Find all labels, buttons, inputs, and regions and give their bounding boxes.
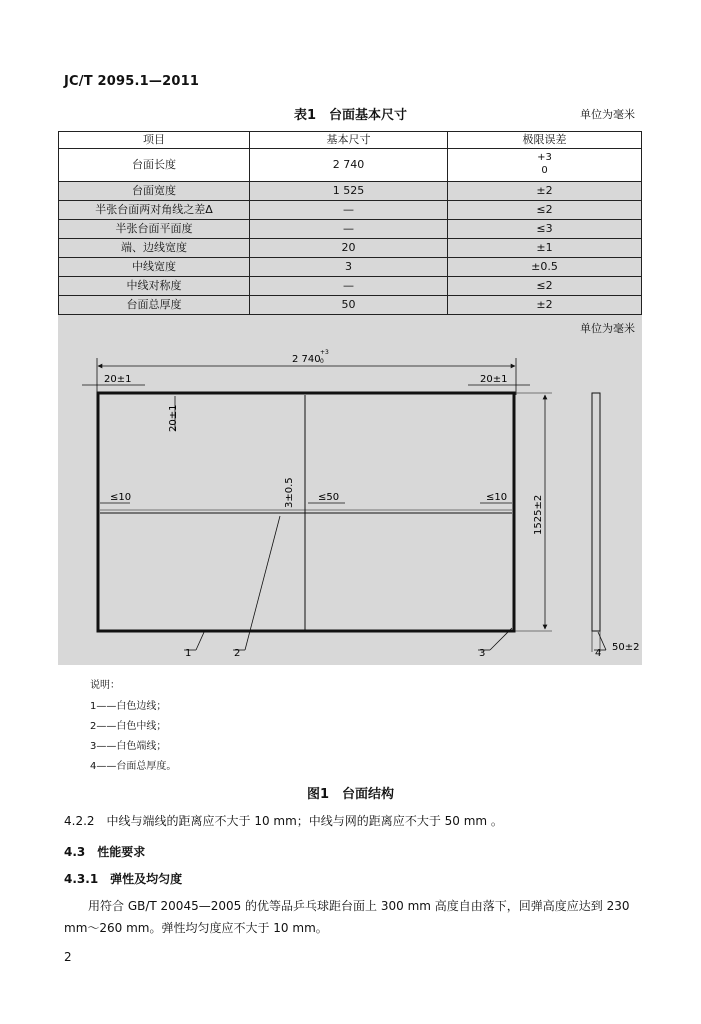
end-line-dimension	[168, 396, 179, 432]
col-header-tolerance: 极限误差	[448, 132, 642, 149]
legend-item: 4——台面总厚度。	[90, 761, 177, 772]
standard-code: JC/T 2095.1—2011	[64, 74, 200, 89]
width-dimension	[514, 393, 552, 631]
cell-item: 半张台面两对角线之差Δ	[59, 201, 250, 220]
callout-4: 4	[595, 648, 602, 659]
cell-tolerance: ±0.5	[448, 258, 642, 277]
cell-tolerance: ≤3	[448, 220, 642, 239]
cell-tolerance: ≤2	[448, 201, 642, 220]
cell-item: 半张台面平面度	[59, 220, 250, 239]
col-header-item: 项目	[59, 132, 250, 149]
dim-end-vertical: 20±1	[168, 404, 179, 432]
clause-4-3-1-heading: 4.3.1 弹性及均匀度	[64, 872, 183, 886]
callout-leaders	[184, 516, 606, 659]
clause-4-2-2: 4.2.2 中线与端线的距离应不大于 10 mm；中线与网的距离应不大于 50 mm 。	[64, 814, 503, 828]
cell-tolerance: ±1	[448, 239, 642, 258]
callout-1: 1	[185, 648, 192, 659]
cell-size: —	[250, 220, 448, 239]
cell-tolerance: ≤2	[448, 277, 642, 296]
cell-size: 20	[250, 239, 448, 258]
cell-size: 3	[250, 258, 448, 277]
center-width-dimension	[284, 477, 295, 508]
page-number: 2	[64, 950, 72, 964]
cell-item: 端、边线宽度	[59, 239, 250, 258]
dim-le50: ≤50	[318, 492, 340, 503]
dim-right-le10: ≤10	[486, 492, 508, 503]
length-dimension	[97, 349, 516, 395]
cell-size: 2 740	[250, 149, 448, 182]
edge-width-dimensions	[82, 374, 530, 385]
table-unit: 单位为毫米	[580, 108, 635, 121]
gap-dimensions	[100, 492, 512, 503]
clause-4-3-heading: 4.3 性能要求	[64, 845, 146, 859]
cell-item: 台面宽度	[59, 182, 250, 201]
callout-3: 3	[479, 648, 486, 659]
dim-length-text: 2 740	[292, 354, 321, 365]
dim-center-width: 3±0.5	[284, 477, 295, 508]
legend-heading: 说明：	[90, 680, 120, 691]
cell-item: 台面总厚度	[59, 296, 250, 315]
dim-width: 1525±2	[533, 494, 544, 535]
table-top-outline	[98, 393, 514, 631]
tol-lower: 0	[541, 165, 548, 176]
cell-size: 50	[250, 296, 448, 315]
cell-size: 1 525	[250, 182, 448, 201]
clause-4-3-1-body: 用符合 GB/T 20045—2005 的优等品乒乓球距台面上 300 mm 高度自由落下，回弹高度应达到 230 mm～260 mm。弹性均匀度应不大于 10 mm。	[64, 899, 630, 935]
legend-item: 3——白色端线；	[90, 741, 167, 752]
dim-left-le10: ≤10	[110, 492, 132, 503]
tol-upper: +3	[537, 152, 552, 163]
table-title: 表1 台面基本尺寸	[293, 108, 408, 123]
cell-item: 中线对称度	[59, 277, 250, 296]
figure-title: 图1 台面结构	[306, 787, 395, 802]
dim-length-sub: 0	[320, 358, 324, 365]
callout-2: 2	[234, 648, 241, 659]
thickness-side-view	[592, 393, 639, 653]
dim-edge-right: 20±1	[480, 374, 508, 385]
cell-item: 台面长度	[59, 149, 250, 182]
dim-thickness: 50±2	[612, 642, 640, 653]
cell-tolerance: ±2	[448, 182, 642, 201]
cell-size: —	[250, 277, 448, 296]
dim-edge-left: 20±1	[104, 374, 132, 385]
legend-item: 1——白色边线；	[90, 701, 167, 712]
cell-tolerance: ±2	[448, 296, 642, 315]
dim-length-sup: +3	[320, 349, 329, 356]
cell-item: 中线宽度	[59, 258, 250, 277]
cell-size: —	[250, 201, 448, 220]
figure-unit: 单位为毫米	[580, 322, 635, 335]
legend-item: 2——白色中线；	[90, 721, 167, 732]
col-header-size: 基本尺寸	[250, 132, 448, 149]
